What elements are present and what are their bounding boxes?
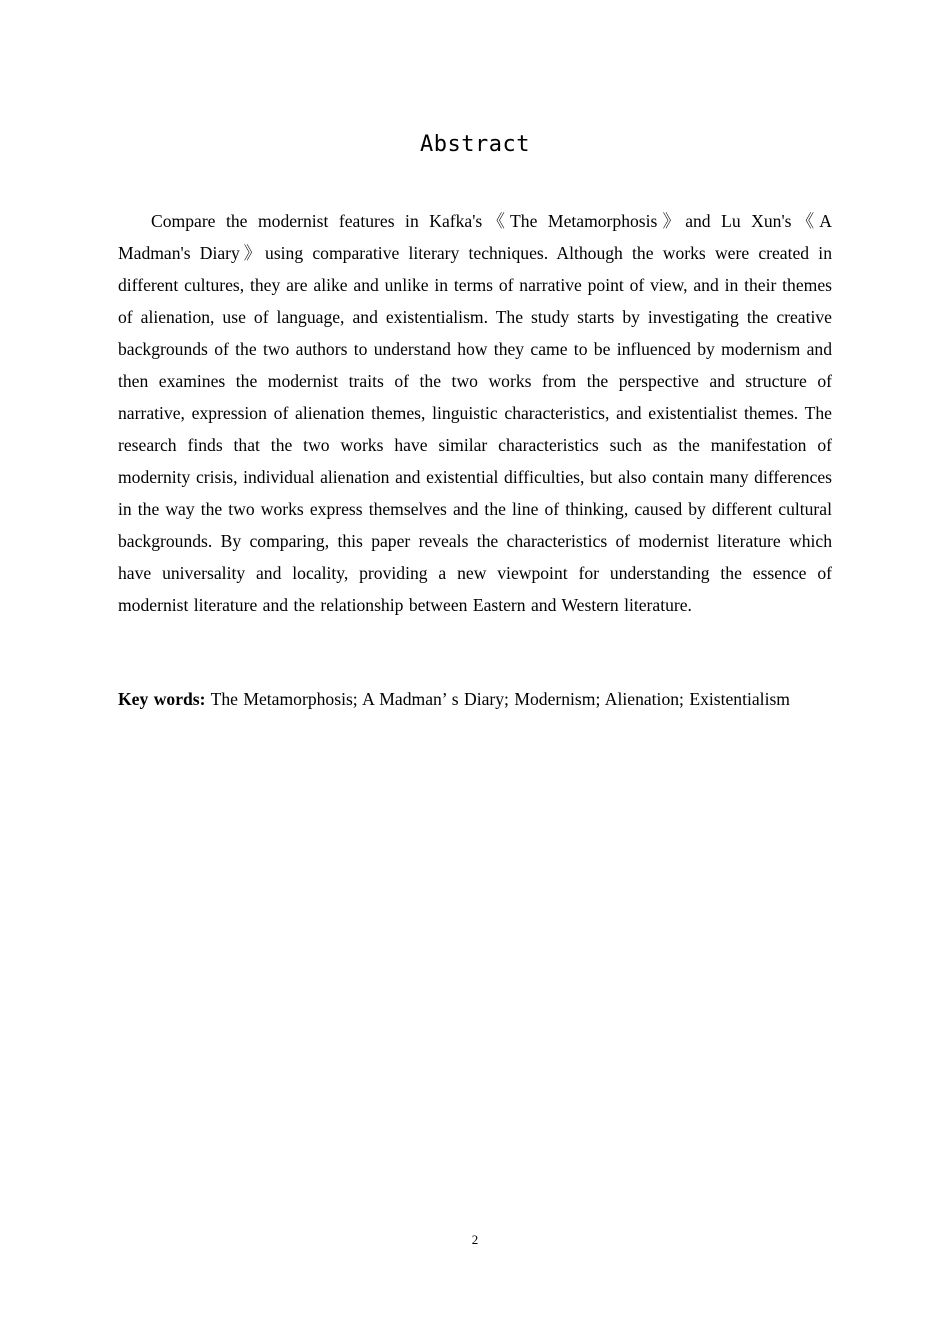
abstract-body: Compare the modernist features in Kafka's《The Metamorphosis》and Lu Xun's《A Madman's Diary》using comparative literary techniques. Although the works were created in different cultures, they are alike and unlike in terms of narrative point of view, and in their themes of alienation, use of language, and existentialism. The study starts by investigating the creative backgrounds of the two authors to understand how they came to be influenced by modernism and then examines the modernist traits of the two works from the perspective and structure of narrative, expression of alienation themes, linguistic characteristics, and existentialist themes. The research finds that the two works have similar characteristics such as the manifestation of modernity crisis, individual alienation and existential difficulties, but also contain many differences in the way the two works express themselves and the line of thinking, caused by different cultural backgrounds. By comparing, this paper reveals the characteristics of modernist literature which have universality and locality, providing a new viewpoint for understanding the essence of modernist literature and the relationship between Eastern and Western literature. bbox=[118, 211, 832, 615]
keywords-paragraph bbox=[118, 684, 832, 715]
keywords-list: The Metamorphosis; A Madman’ s Diary; Modernism; Alienation; Existentialism bbox=[210, 689, 790, 709]
page-number: 2 bbox=[471, 1232, 479, 1247]
keywords-label: Key words: bbox=[118, 689, 206, 709]
abstract-title: Abstract bbox=[420, 132, 530, 157]
